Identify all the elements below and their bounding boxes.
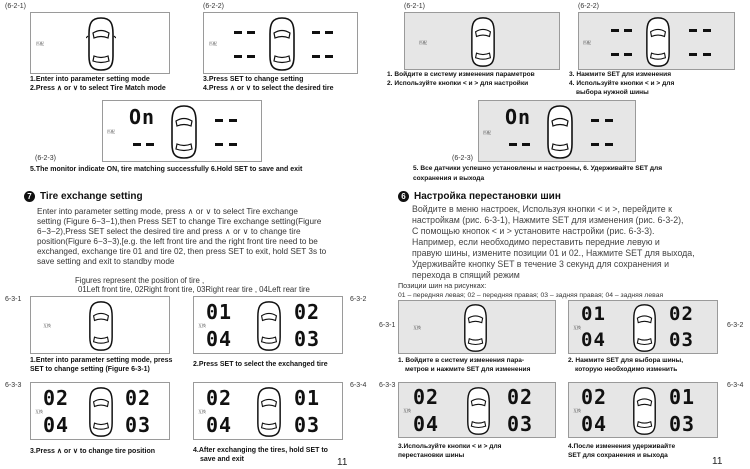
lcd-display <box>478 100 636 162</box>
car-icon <box>255 300 283 352</box>
caption-step-3: 3.Press SET to change setting <box>203 76 304 83</box>
lcd-tire-value: 02 <box>581 385 608 409</box>
lcd-icon-label: 匹配 <box>36 41 44 46</box>
lcd-tire-value: 03 <box>125 413 152 437</box>
figure-label: (6-2-3) <box>35 155 57 162</box>
figure-label: (6-2-1) <box>5 3 27 10</box>
lcd-on-indicator: On <box>505 105 532 129</box>
lcd-tire-value: 04 <box>581 412 608 436</box>
lcd-display <box>568 300 718 354</box>
caption-631-line-2: SET to change setting (Figure 6-3-1) <box>30 366 150 373</box>
lcd-tire-value: 02 <box>669 303 694 325</box>
car-icon <box>644 16 672 68</box>
caption-632: 2.Press SET to select the exchanged tire <box>193 361 328 368</box>
caption-step-5-line-2: сохранения и выхода <box>413 175 485 182</box>
lcd-icon-label: 互换 <box>198 323 206 328</box>
positions-title: Figures represent the position of tire , <box>75 276 205 285</box>
car-icon <box>255 386 283 438</box>
lcd-tire-value: 01 <box>206 300 233 324</box>
caption-633-line-2: перестановки шины <box>398 452 465 459</box>
lcd-tire-value: 03 <box>669 412 696 436</box>
lcd-icon-label: 匹配 <box>107 129 115 134</box>
lcd-display <box>30 296 170 354</box>
positions-legend: 01 – передняя левая; 02 – передняя правая; 03 – задняя правая; 04 – задняя левая <box>398 292 664 299</box>
body-line: exchanged, exchange tire 01 and tire 02, then press SET to exit, hold SET 3s to <box>37 247 327 256</box>
figure-label: (6-2-2) <box>578 3 600 10</box>
lcd-icon-label: 匹配 <box>483 130 491 135</box>
lcd-tire-value: 04 <box>206 327 233 351</box>
lcd-tire-value: 04 <box>206 413 233 437</box>
caption-step-4: 4.Press ∧ or ∨ to select the desired tire <box>203 85 334 92</box>
lcd-tire-value: 01 <box>294 386 321 410</box>
lcd-tire-value: 02 <box>43 386 70 410</box>
positions-legend: 01Left front tire, 02Right front tire, 03Right rear tire , 04Left rear tire <box>78 285 310 294</box>
car-icon <box>87 300 115 352</box>
lcd-display <box>398 382 556 438</box>
caption-634-line-2: SET для сохранения и выхода <box>568 452 668 459</box>
car-icon <box>469 16 497 68</box>
lcd-tire-value: 01 <box>581 303 606 325</box>
body-line: правую шины, измените позиции 01 и 02., Нажмите SET для выхода, <box>412 248 695 258</box>
figure-label: 6-3-2 <box>727 322 744 329</box>
caption-632-line-1: 2. Нажмите SET для выбора шины, <box>568 357 684 364</box>
lcd-icon-label: 互换 <box>198 409 206 414</box>
section-number-badge: 7 <box>24 191 35 202</box>
lcd-tire-value: 04 <box>413 412 440 436</box>
lcd-icon-label: 互换 <box>403 408 411 413</box>
figure-label: (6-2-3) <box>452 155 474 162</box>
body-line: position(Figure 6−3−3),[e.g. the left front tire and the right front tire need to be <box>37 237 318 246</box>
body-line: Войдите в меню настроек, Используя кнопки < и >, перейдите к <box>412 204 672 214</box>
figure-label: 6-3-1 <box>379 322 396 329</box>
figure-label: 6-3-2 <box>350 296 367 303</box>
lcd-icon-label: 互换 <box>35 409 43 414</box>
car-icon <box>87 386 115 438</box>
figure-label: 6-3-4 <box>727 382 744 389</box>
caption-step-4-line-2: выбора нужной шины <box>576 89 649 96</box>
lcd-display <box>578 12 735 70</box>
lcd-icon-label: 匹配 <box>583 40 591 45</box>
caption-step-5-line-1: 5. Все датчики успешно установлены и настроены, 6. Удерживайте SET для <box>413 165 663 172</box>
lcd-display <box>398 300 556 354</box>
caption-step-2: 2.Press ∧ or ∨ to select Tire Match mode <box>30 85 166 92</box>
lcd-display <box>193 296 343 354</box>
section-title: Tire exchange setting <box>40 191 143 202</box>
car-icon <box>267 16 297 72</box>
lcd-tire-value: 03 <box>669 329 694 351</box>
caption-step-1: 1. Войдите в систему изменения параметров <box>387 71 535 78</box>
car-icon <box>86 16 116 72</box>
lcd-tire-value: 03 <box>294 413 321 437</box>
lcd-display <box>404 12 560 70</box>
caption-634-line-1: 4.После изменения удерживайте <box>568 443 676 450</box>
body-line: Удерживайте кнопку SET в течение 3 секунд для сохранения и <box>412 259 670 269</box>
body-line: setting (Figure 6−3−1),then Press SET to change Tire exchange setting(Figure <box>37 217 322 226</box>
car-icon <box>169 104 199 160</box>
positions-title: Позиции шин на рисунках: <box>398 281 487 290</box>
caption-634-line-1: 4.After exchanging the tires, hold SET to <box>193 447 328 454</box>
caption-631-line-1: 1. Войдите в систему изменения пара- <box>398 357 525 364</box>
lcd-icon-label: 互换 <box>573 325 581 330</box>
lcd-tire-value: 03 <box>294 327 321 351</box>
lcd-display <box>102 100 262 162</box>
caption-step-2: 2. Используйте кнопки < и > для настройки <box>387 80 529 87</box>
section-number-badge: 6 <box>398 191 409 202</box>
section-title: Настройка перестановки шин <box>414 191 561 202</box>
caption-631-line-2: метров и нажмите SET для изменения <box>405 366 531 373</box>
car-icon <box>545 104 575 160</box>
body-line: С помощью кнопок < и > установите настройки (рис. 6-3-3). <box>412 226 655 236</box>
lcd-tire-value: 02 <box>125 386 152 410</box>
caption-632-line-2: которую необходимо изменить <box>575 366 678 373</box>
figure-label: 6-3-3 <box>5 382 22 389</box>
caption-633: 3.Press ∧ or ∨ to change tire position <box>30 448 155 455</box>
caption-step-4-line-1: 4. Используйте кнопки < и > для <box>569 80 675 87</box>
body-line: save setting and exit to standby mode <box>37 257 175 266</box>
lcd-display <box>203 12 358 74</box>
lcd-tire-value: 02 <box>206 386 233 410</box>
lcd-tire-value: 03 <box>507 412 534 436</box>
caption-step-1: 1.Enter into parameter setting mode <box>30 76 150 83</box>
lcd-icon-label: 互换 <box>413 325 421 330</box>
lcd-tire-value: 04 <box>581 329 606 351</box>
body-line: настройкам (рис. 6-3-1), Нажмите SET для изменения (рис. 6-3-2), <box>412 215 684 225</box>
body-line: 6−3−2),Press SET select the desired tire and press ∧ or ∨ to change tire <box>37 227 301 236</box>
body-line: Например, если необходимо переставить передние левую и <box>412 237 660 247</box>
car-icon <box>462 303 489 353</box>
lcd-icon-label: 互换 <box>573 408 581 413</box>
caption-631-line-1: 1.Enter into parameter setting mode, press <box>30 357 173 364</box>
figure-label: (6-2-2) <box>203 3 225 10</box>
car-icon <box>465 386 492 436</box>
lcd-display <box>568 382 718 438</box>
caption-633-line-1: 3.Используйте кнопки < и > для <box>398 443 502 450</box>
lcd-display <box>30 12 170 74</box>
lcd-tire-value: 02 <box>507 385 534 409</box>
figure-label: 6-3-1 <box>5 296 22 303</box>
lcd-icon-label: 匹配 <box>209 41 217 46</box>
page-number: 11 <box>712 456 723 467</box>
caption-step-5: 5.The monitor indicate ON, tire matching successfully 6.Hold SET to save and exit <box>30 166 303 173</box>
figure-label: 6-3-3 <box>379 382 396 389</box>
lcd-tire-value: 01 <box>669 385 696 409</box>
caption-step-3: 3. Нажмите SET для изменения <box>569 71 672 78</box>
body-line: перехода в спящий режим <box>412 270 520 280</box>
body-line: Enter into parameter setting mode, press ∧ or ∨ to select Tire exchange <box>37 207 298 216</box>
figure-label: (6-2-1) <box>404 3 426 10</box>
car-icon <box>631 303 658 353</box>
lcd-on-indicator: On <box>129 105 156 129</box>
lcd-display <box>193 382 343 440</box>
page-number: 11 <box>337 457 348 468</box>
lcd-tire-value: 04 <box>43 413 70 437</box>
lcd-tire-value: 02 <box>413 385 440 409</box>
lcd-tire-value: 02 <box>294 300 321 324</box>
lcd-icon-label: 匹配 <box>419 40 427 45</box>
car-icon <box>631 386 658 436</box>
figure-label: 6-3-4 <box>350 382 367 389</box>
caption-634-line-2: save and exit <box>200 456 244 463</box>
lcd-icon-label: 互换 <box>43 323 51 328</box>
lcd-display <box>30 382 170 440</box>
